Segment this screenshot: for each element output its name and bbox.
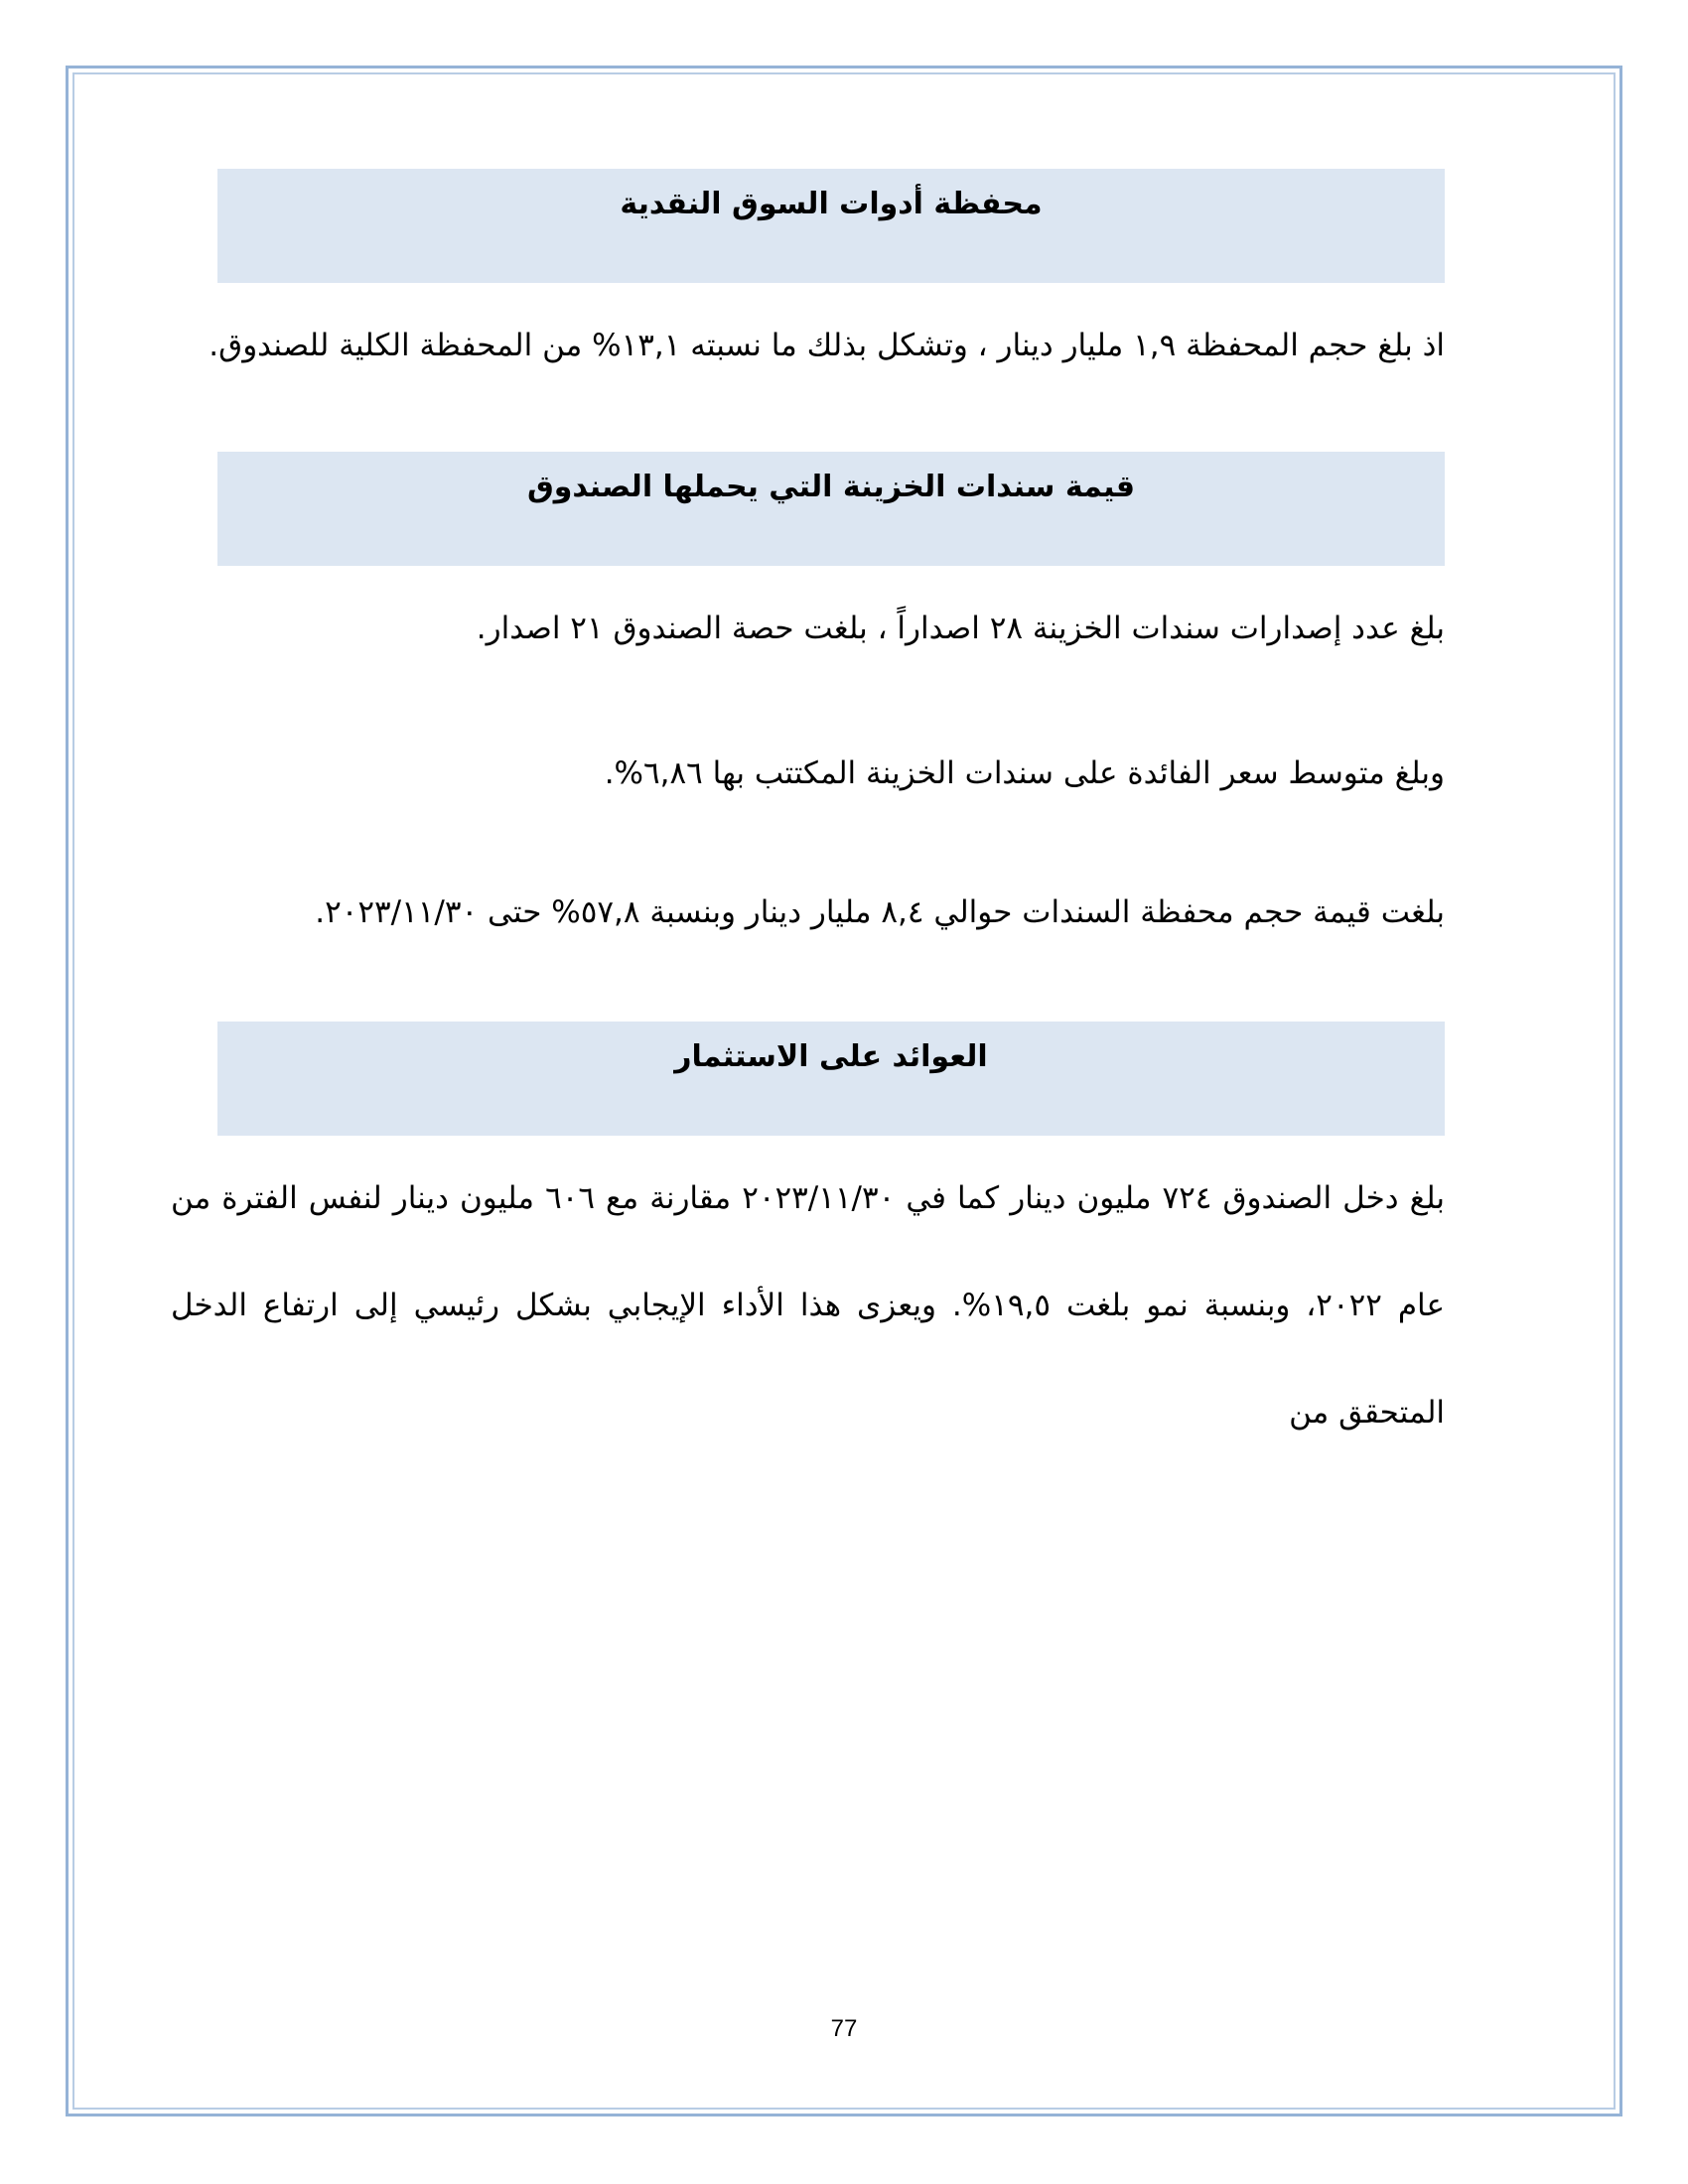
paragraph: بلغ دخل الصندوق ٧٢٤ مليون دينار كما في ٢٠٢٣/١١/٣٠ مقارنة مع ٦٠٦ مليون دينار لنفس الفترة من عام ٢٠٢٢، وبنسبة نمو بلغت ١٩,٥%. ويعزى هذا الأداء الإيجابي بشكل رئيسي إلى ارتفاع الدخل المتحقق من: [171, 1180, 1445, 1431]
paragraph: بلغ عدد إصدارات سندات الخزينة ٢٨ اصداراً ، بلغت حصة الصندوق ٢١ اصدار.: [476, 611, 1445, 646]
section-title: قيمة سندات الخزينة التي يحملها الصندوق: [526, 470, 1136, 504]
section-title: محفظة أدوات السوق النقدية: [620, 187, 1043, 221]
page-content: [171, 169, 1445, 2075]
paragraph: اذ بلغ حجم المحفظة ١,٩ مليار دينار ، وتشكل بذلك ما نسبته ١٣,١% من المحفظة الكلية للصندوق.: [209, 328, 1445, 363]
section-heading-treasury-bonds: [217, 452, 1445, 566]
section-title: العوائد على الاستثمار: [674, 1039, 988, 1074]
paragraph: بلغت قيمة حجم محفظة السندات حوالي ٨,٤ مليار دينار وبنسبة ٥٧,٨% حتى ٢٠٢٣/١١/٣٠.: [315, 894, 1445, 930]
section-heading-money-market: [217, 169, 1445, 283]
page-number: 77: [830, 2015, 858, 2042]
paragraph: وبلغ متوسط سعر الفائدة على سندات الخزينة المكتتب بها ٦,٨٦%.: [604, 755, 1445, 791]
section-heading-investment-returns: [217, 1022, 1445, 1136]
